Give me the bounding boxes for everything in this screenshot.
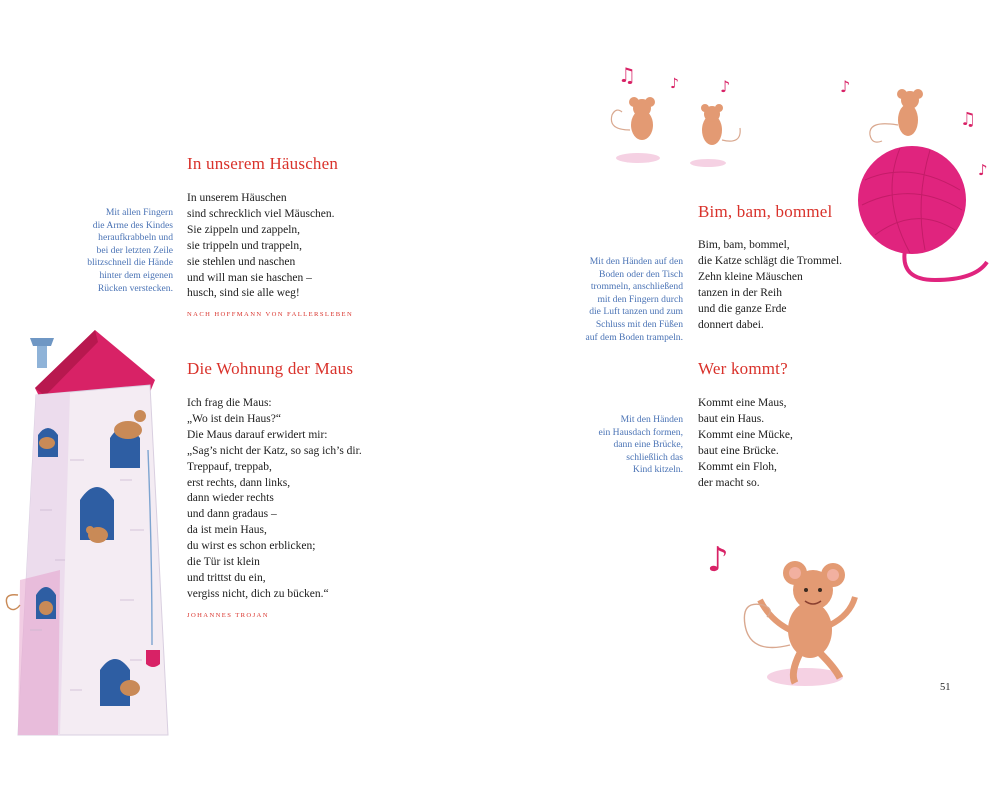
poem-title-bim-bam-bommel: Bim, bam, bommel bbox=[698, 202, 833, 221]
text-line: und die ganze Erde bbox=[698, 302, 787, 315]
text-line: „Sag’s nicht der Katz, so sag ich’s dir. bbox=[187, 444, 362, 457]
text-line: sind schrecklich viel Mäuschen. bbox=[187, 207, 335, 220]
text-line: Kind kitzeln. bbox=[632, 464, 683, 476]
text-line: du wirst es schon erblicken; bbox=[187, 540, 316, 553]
text-line: die Katze schlägt die Trommel. bbox=[698, 254, 843, 267]
text-line: bei der letzten Zeile bbox=[96, 244, 173, 256]
poem-body-bim-bam-bommel bbox=[698, 238, 842, 333]
text-line: und trittst du ein, bbox=[187, 571, 266, 584]
text-line: Zehn kleine Mäuschen bbox=[698, 270, 803, 283]
author-hoffmann: NACH HOFFMANN VON FALLERSLEBEN bbox=[187, 311, 354, 318]
text-line: dann wieder rechts bbox=[187, 492, 274, 505]
text-line: die Arme des Kindes bbox=[92, 219, 173, 231]
side-note-poem3 bbox=[585, 256, 683, 344]
dancing-mouse-illustration bbox=[705, 535, 875, 695]
text-line: und will man sie haschen – bbox=[187, 271, 312, 284]
text-line: In unserem Häuschen bbox=[187, 192, 287, 204]
svg-text:♪: ♪ bbox=[720, 77, 731, 96]
text-line: Mit allen Fingern bbox=[105, 207, 173, 218]
text-line: husch, sind sie alle weg! bbox=[187, 287, 300, 300]
text-line: Sie zippeln und zappeln, bbox=[187, 223, 301, 236]
text-line: hinter dem eigenen bbox=[99, 269, 173, 281]
text-line: erst rechts, dann links, bbox=[187, 476, 291, 489]
poem-title-wer-kommt: Wer kommt? bbox=[698, 359, 788, 378]
side-note-poem1 bbox=[87, 207, 173, 295]
text-line: der macht so. bbox=[698, 476, 760, 489]
text-line: tanzen in der Reih bbox=[698, 286, 782, 299]
side-note-poem4 bbox=[599, 414, 683, 477]
text-line: heraufkrabbeln und bbox=[98, 232, 173, 244]
text-line: Boden oder den Tisch bbox=[599, 268, 683, 280]
text-line: da ist mein Haus, bbox=[187, 524, 267, 537]
text-line: Rücken verstecken. bbox=[97, 282, 173, 294]
text-line: auf dem Boden trampeln. bbox=[585, 331, 683, 343]
text-line: und dann gradaus – bbox=[187, 508, 277, 521]
poem-title-die-wohnung-der-maus: Die Wohnung der Maus bbox=[187, 359, 354, 378]
text-line: ein Hausdach formen, bbox=[598, 426, 683, 438]
svg-text:♪: ♪ bbox=[978, 161, 988, 179]
mouse-on-yarn-ball-illustration bbox=[840, 70, 1000, 295]
poem-body-die-wohnung-der-maus bbox=[187, 396, 362, 603]
author-trojan: JOHANNES TROJAN bbox=[187, 612, 269, 619]
tower-with-mice-illustration bbox=[0, 330, 190, 740]
text-line: Treppauf, treppab, bbox=[187, 460, 272, 473]
text-line: vergiss nicht, dich zu bücken.“ bbox=[187, 587, 329, 600]
text-line: dann eine Brücke, bbox=[613, 439, 683, 451]
text-line: baut eine Brücke. bbox=[698, 444, 779, 457]
text-line: baut ein Haus. bbox=[698, 412, 765, 425]
poem-body-in-unserem-haeuschen bbox=[187, 191, 335, 302]
text-line: Mit den Händen bbox=[620, 414, 683, 425]
poem-title-in-unserem-haeuschen: In unserem Häuschen bbox=[187, 154, 339, 173]
text-line: Bim, bam, bommel, bbox=[698, 239, 790, 251]
text-line: Kommt eine Maus, bbox=[698, 397, 787, 409]
text-line: trommeln, anschließend bbox=[590, 281, 683, 293]
svg-text:♪: ♪ bbox=[670, 76, 679, 92]
page-number: 51 bbox=[940, 682, 951, 693]
text-line: Kommt eine Mücke, bbox=[698, 428, 793, 441]
text-line: die Luft tanzen und zum bbox=[589, 306, 683, 318]
text-line: schließlich das bbox=[626, 451, 683, 463]
text-line: die Tür ist klein bbox=[187, 556, 260, 569]
text-line: sie stehlen und naschen bbox=[187, 255, 296, 268]
text-line: „Wo ist dein Haus?“ bbox=[187, 412, 281, 425]
svg-text:♫: ♫ bbox=[618, 63, 636, 87]
text-line: Mit den Händen auf den bbox=[589, 256, 683, 267]
text-line: Kommt ein Floh, bbox=[698, 460, 777, 473]
text-line: donnert dabei. bbox=[698, 318, 764, 331]
text-line: Ich frag die Maus: bbox=[187, 397, 272, 409]
text-line: Schluss mit den Füßen bbox=[595, 318, 683, 330]
text-line: Die Maus darauf erwidert mir: bbox=[187, 428, 328, 441]
text-line: mit den Fingern durch bbox=[597, 293, 683, 305]
dancing-mice-with-notes-illustration bbox=[600, 60, 760, 170]
poem-body-wer-kommt bbox=[698, 396, 793, 491]
text-line: blitzschnell die Hände bbox=[87, 257, 173, 269]
svg-text:♪: ♪ bbox=[707, 540, 729, 580]
text-line: sie trippeln und trappeln, bbox=[187, 239, 302, 252]
svg-text:♪: ♪ bbox=[840, 77, 851, 96]
svg-text:♫: ♫ bbox=[960, 109, 977, 130]
